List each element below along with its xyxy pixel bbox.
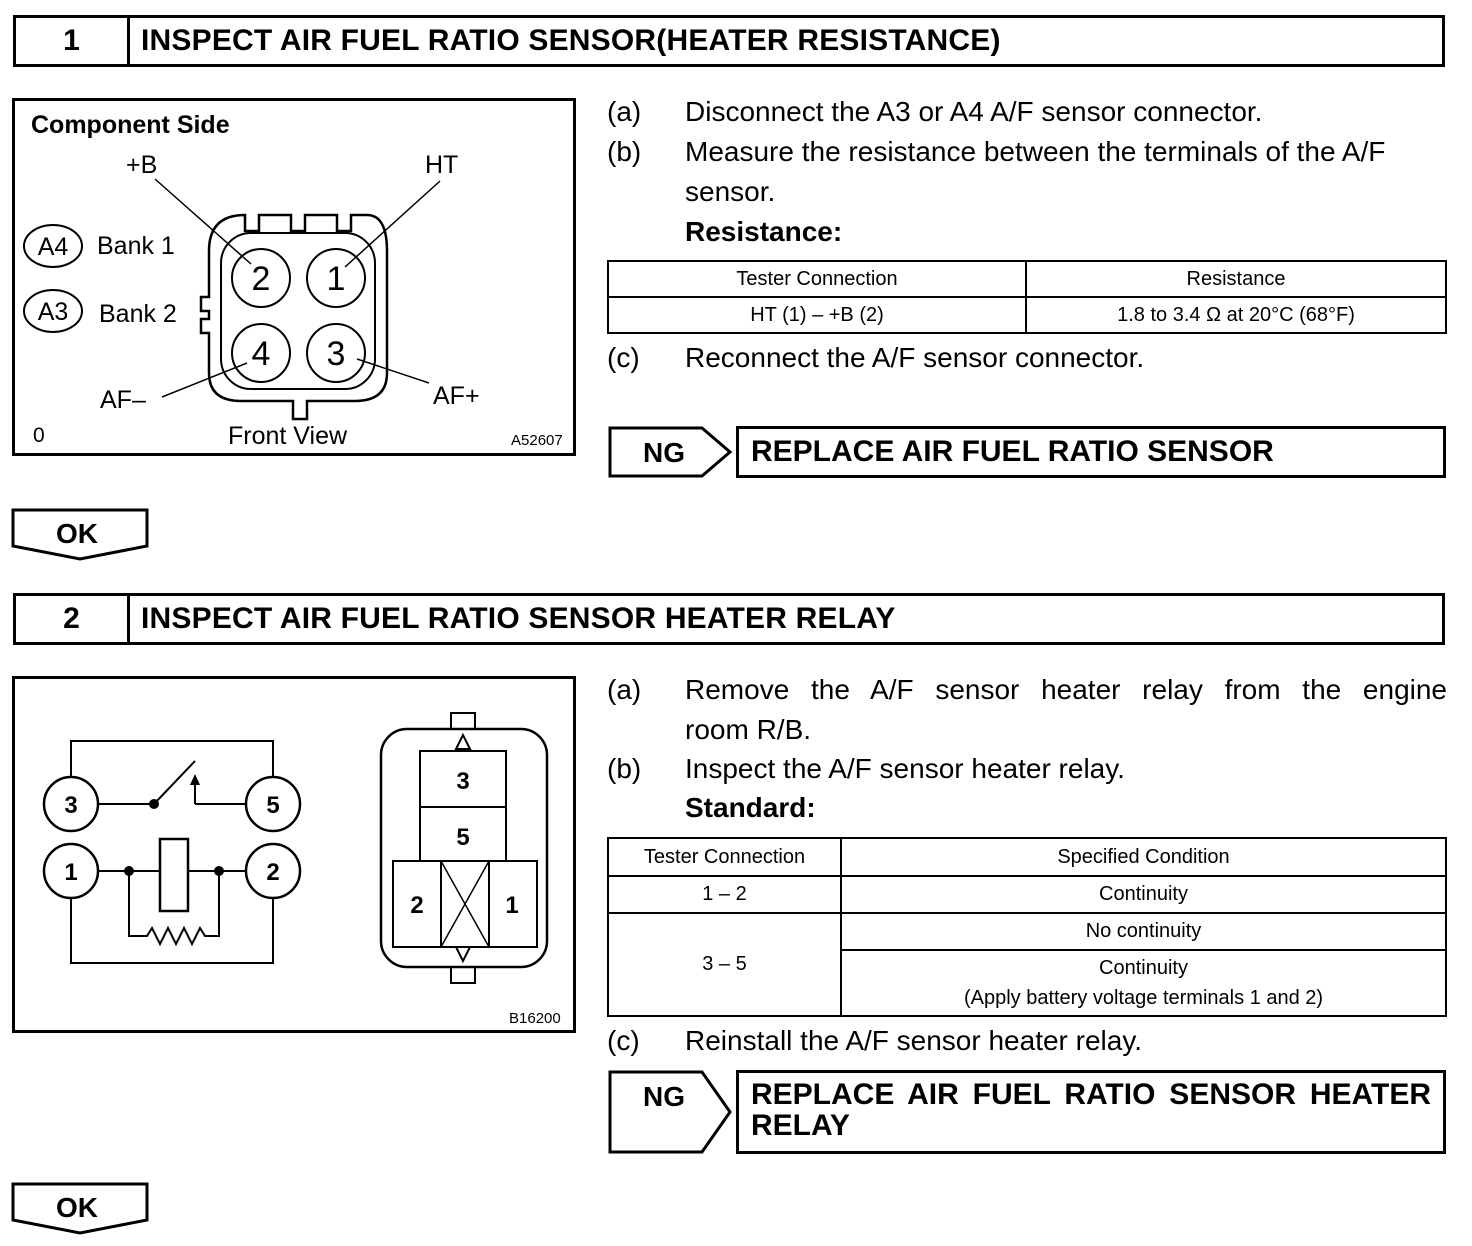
svg-text:2: 2	[266, 859, 280, 886]
condition-line1: Continuity	[1099, 957, 1188, 979]
step1-connector-figure	[12, 98, 576, 456]
step1-ng-result: REPLACE AIR FUEL RATIO SENSOR	[736, 426, 1446, 478]
step2-ng-arrow	[608, 1070, 734, 1154]
svg-text:3: 3	[456, 768, 470, 795]
step1-instruction-c	[607, 338, 1447, 378]
table-header: Resistance	[1026, 261, 1446, 297]
condition-line2: (Apply battery voltage terminals 1 and 2)	[963, 987, 1324, 1009]
step1-ok-arrow	[11, 508, 151, 562]
label-af-plus: AF+	[433, 382, 480, 410]
resistance-heading: Resistance:	[685, 216, 843, 247]
table-header: Tester Connection	[608, 261, 1026, 297]
svg-text:5: 5	[266, 792, 280, 819]
badge-a4: A4	[37, 233, 69, 261]
bank1-label: Bank 1	[97, 232, 175, 260]
relay-diagram	[15, 679, 573, 1030]
standard-heading: Standard:	[685, 792, 816, 823]
standard-table	[607, 837, 1447, 1017]
ng-result-line1: REPLACE AIR FUEL RATIO SENSOR HEATER	[751, 1078, 1431, 1111]
component-side-caption: Component Side	[31, 111, 230, 139]
table-cell	[841, 950, 1446, 1016]
step1-number: 1	[16, 18, 130, 64]
table-cell: No continuity	[841, 913, 1446, 950]
ng-label: NG	[643, 1081, 685, 1112]
ng-label: NG	[643, 437, 685, 468]
label-plus-b: +B	[126, 151, 158, 179]
front-view-label: Front View	[228, 422, 348, 450]
table-cell: 3 – 5	[608, 913, 841, 1016]
instr-label: (c)	[607, 342, 640, 373]
step2-instruction-c	[607, 1021, 1447, 1061]
instr-label: (b)	[607, 136, 642, 167]
table-header: Specified Condition	[841, 838, 1446, 876]
svg-text:1: 1	[64, 859, 78, 886]
step2-instruction-b	[607, 749, 1447, 789]
table-cell: 1 – 2	[608, 876, 841, 913]
svg-text:5: 5	[456, 824, 470, 851]
instr-label: (a)	[607, 674, 642, 705]
step2-title: INSPECT AIR FUEL RATIO SENSOR HEATER RELAY	[141, 602, 896, 635]
svg-text:3: 3	[64, 792, 78, 819]
ok-label: OK	[56, 518, 98, 549]
table-cell: HT (1) – +B (2)	[608, 297, 1026, 333]
instr-text-line2: room R/B.	[685, 714, 812, 745]
svg-text:2: 2	[410, 892, 424, 919]
ok-label: OK	[56, 1192, 98, 1223]
step1-title: INSPECT AIR FUEL RATIO SENSOR(HEATER RESISTANCE)	[141, 24, 1001, 57]
svg-text:1: 1	[505, 892, 519, 919]
step2-ok-arrow	[11, 1182, 151, 1236]
badge-a3: A3	[37, 298, 69, 326]
figure-id-b16200: B16200	[509, 1010, 561, 1027]
ng-result-line2: RELAY	[751, 1109, 850, 1142]
pin3-label: 3	[326, 335, 346, 373]
connector-diagram	[15, 101, 573, 453]
instr-text: Disconnect the A3 or A4 A/F sensor connector.	[685, 96, 1263, 127]
label-ht: HT	[425, 151, 459, 179]
figure-id-a52607: A52607	[511, 432, 563, 449]
instr-text: Inspect the A/F sensor heater relay.	[685, 753, 1125, 784]
step1-ng-arrow	[608, 426, 734, 478]
step2-ng-result	[736, 1070, 1446, 1154]
step2-header	[13, 593, 1445, 645]
step2-relay-figure	[12, 676, 576, 1033]
step1-instruction-a	[607, 92, 1447, 132]
pin2-label: 2	[251, 260, 271, 298]
pin4-label: 4	[251, 335, 271, 373]
step1-instruction-b	[607, 132, 1447, 212]
connector-inner	[221, 233, 375, 389]
resistance-table	[607, 260, 1447, 334]
table-cell: Continuity	[841, 876, 1446, 913]
step2-instruction-a	[607, 670, 1447, 750]
instr-text-line1: Remove the A/F sensor heater relay from the engine	[685, 674, 1447, 705]
instr-label: (c)	[607, 1025, 640, 1056]
corner-mark: 0	[33, 424, 45, 447]
instr-label: (b)	[607, 753, 642, 784]
instr-text: Reconnect the A/F sensor connector.	[685, 342, 1145, 373]
instr-text-line2: sensor.	[685, 176, 776, 207]
table-cell: 1.8 to 3.4 Ω at 20°C (68°F)	[1026, 297, 1446, 333]
table-header: Tester Connection	[608, 838, 841, 876]
step1-header	[13, 15, 1445, 67]
step2-number: 2	[16, 596, 130, 642]
bank2-label: Bank 2	[99, 300, 177, 328]
pin1-label: 1	[326, 260, 346, 298]
instr-text-line1: Measure the resistance between the terminals of the A/F	[685, 136, 1386, 167]
label-af-minus: AF–	[100, 386, 146, 414]
instr-text: Reinstall the A/F sensor heater relay.	[685, 1025, 1143, 1056]
instr-label: (a)	[607, 96, 642, 127]
